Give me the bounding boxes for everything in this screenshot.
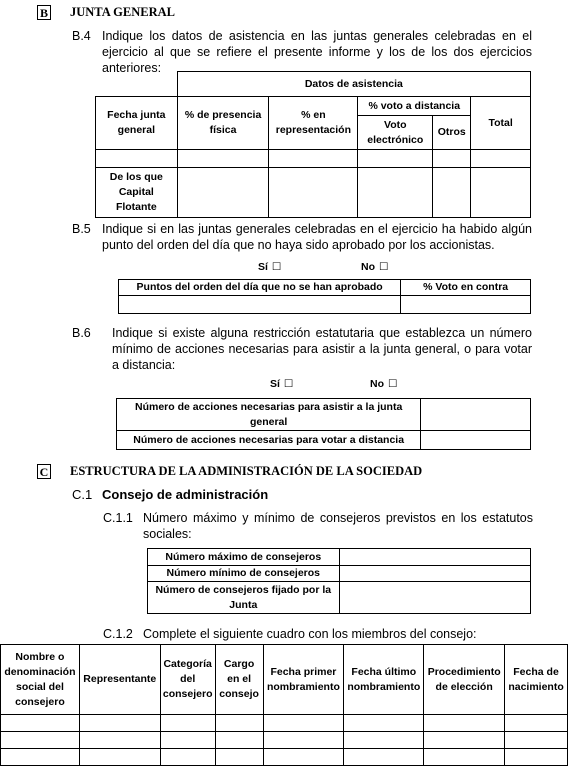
col-presencia-fisica: % de presencia física [177, 97, 269, 150]
section-b-letter: B [37, 5, 51, 20]
col-voto-electronico: Voto electrónico [358, 116, 433, 150]
row-acciones-votar: Número de acciones necesarias para votar a distancia [117, 431, 421, 450]
b6-paragraph [72, 325, 532, 375]
col-voto-en-contra: % Voto en contra [401, 280, 531, 296]
col-voto-distancia: % voto a distancia [358, 97, 471, 116]
table-cell[interactable] [358, 168, 433, 218]
table-row [1, 732, 568, 749]
c11-text: Número máximo y mínimo de consejeros previstos en los estatutos sociales: [143, 511, 533, 541]
table-cell[interactable] [160, 715, 215, 732]
section-c-letter: C [37, 464, 51, 479]
b5-si-label: Sí [258, 261, 268, 273]
table-cell[interactable] [1, 715, 80, 732]
table-cell[interactable] [505, 732, 568, 749]
table-cell[interactable] [269, 150, 358, 168]
b5-paragraph [72, 221, 532, 255]
table-cell[interactable] [1, 749, 80, 766]
value-cell[interactable] [339, 566, 530, 582]
col-total: Total [471, 97, 531, 150]
checkbox-icon[interactable]: ☐ [271, 261, 282, 273]
table-cell[interactable] [505, 715, 568, 732]
c12-paragraph [103, 626, 533, 643]
c1-heading [72, 487, 372, 504]
table-row [1, 749, 568, 766]
table-row [119, 296, 531, 314]
b6-no-label: No [370, 378, 384, 390]
c11-number: C.1.1 [103, 511, 133, 525]
col-puntos-no-aprobados: Puntos del orden del día que no se han aprobado [119, 280, 401, 296]
table-row [1, 715, 568, 732]
c12-number: C.1.2 [103, 627, 133, 641]
min-shares-table [116, 398, 531, 450]
b4-text: Indique los datos de asistencia en las juntas generales celebradas en el ejercicio al que se refiere el presente informe y los de los dos ejercicios anteriores: [102, 29, 532, 75]
table-cell[interactable] [358, 150, 433, 168]
table-cell[interactable] [344, 749, 424, 766]
checkbox-icon[interactable]: ☐ [283, 378, 294, 390]
table-cell[interactable] [79, 732, 160, 749]
col-fecha-nacimiento: Fecha de nacimiento [505, 645, 568, 715]
col-fecha-ultimo: Fecha último nombramiento [344, 645, 424, 715]
row-min-consejeros: Número mínimo de consejeros [148, 566, 340, 582]
table-cell[interactable] [177, 150, 269, 168]
table-cell[interactable] [424, 715, 505, 732]
row-consejeros-fijado: Número de consejeros fijado por la Junta [148, 582, 340, 614]
table-cell[interactable] [433, 150, 471, 168]
b6-si-label: Sí [270, 378, 280, 390]
row-capital-flotante: De los que Capital Flotante [96, 168, 178, 218]
row-max-consejeros: Número máximo de consejeros [148, 549, 340, 566]
value-cell[interactable] [339, 549, 530, 566]
col-representacion: % en representación [269, 97, 358, 150]
board-size-table [147, 548, 531, 614]
col-procedimiento: Procedimiento de elección [424, 645, 505, 715]
col-fecha-primer: Fecha primer nombramiento [263, 645, 344, 715]
c1-title: Consejo de administración [102, 487, 269, 502]
table-cell[interactable] [160, 749, 215, 766]
section-c-title: ESTRUCTURA DE LA ADMINISTRACIÓN DE LA SOCIEDAD [70, 464, 423, 478]
table-cell[interactable] [215, 732, 263, 749]
table-cell[interactable] [79, 715, 160, 732]
row-acciones-asistir: Número de acciones necesarias para asistir a la junta general [117, 399, 421, 431]
table-cell[interactable] [471, 150, 531, 168]
table-cell[interactable] [215, 749, 263, 766]
value-cell[interactable] [339, 582, 530, 614]
blank-corner [96, 72, 178, 97]
table-row [96, 168, 531, 218]
col-categoria: Categoría del consejero [160, 645, 215, 715]
table-cell[interactable] [177, 168, 269, 218]
b4-number: B.4 [72, 29, 91, 43]
table-cell[interactable] [263, 715, 344, 732]
table-row [96, 150, 531, 168]
col-fecha-junta: Fecha junta general [96, 97, 178, 150]
table-cell[interactable] [263, 732, 344, 749]
table-cell[interactable] [424, 732, 505, 749]
table-cell[interactable] [160, 732, 215, 749]
table-cell[interactable] [505, 749, 568, 766]
table-cell[interactable] [344, 732, 424, 749]
b5-no-option[interactable] [361, 261, 388, 273]
checkbox-icon[interactable]: ☐ [388, 378, 398, 390]
table-cell[interactable] [96, 150, 178, 168]
b6-text: Indique si existe alguna restricción estatutaria que establezca un número mínimo de acciones necesarias para asistir a la junta general, o para votar a distancia: [112, 326, 532, 372]
table-cell[interactable] [263, 749, 344, 766]
col-nombre-consejero: Nombre o denominación social del consejero [1, 645, 80, 715]
table-cell[interactable] [433, 168, 471, 218]
value-cell[interactable] [421, 431, 531, 450]
col-cargo: Cargo en el consejo [215, 645, 263, 715]
c12-text: Complete el siguiente cuadro con los miembros del consejo: [143, 627, 477, 641]
not-approved-table [118, 279, 531, 314]
table-cell[interactable] [269, 168, 358, 218]
b6-number: B.6 [72, 326, 91, 340]
table-cell[interactable] [401, 296, 531, 314]
section-b-title: JUNTA GENERAL [70, 5, 175, 19]
table-cell[interactable] [79, 749, 160, 766]
board-members-table [0, 644, 568, 766]
b6-si-option[interactable] [270, 378, 293, 390]
b5-no-label: No [361, 261, 375, 273]
b5-si-option[interactable] [258, 261, 281, 273]
table-cell[interactable] [1, 732, 80, 749]
table-cell[interactable] [215, 715, 263, 732]
col-otros: Otros [433, 116, 471, 150]
col-representante: Representante [79, 645, 160, 715]
attendance-table [95, 71, 531, 218]
table-cell[interactable] [119, 296, 401, 314]
table-cell[interactable] [471, 168, 531, 218]
table-cell[interactable] [344, 715, 424, 732]
checkbox-icon[interactable]: ☐ [379, 261, 389, 273]
table-cell[interactable] [424, 749, 505, 766]
b6-no-option[interactable] [370, 378, 397, 390]
value-cell[interactable] [421, 399, 531, 431]
attendance-group-header: Datos de asistencia [177, 72, 530, 97]
b5-number: B.5 [72, 222, 91, 236]
c1-number: C.1 [72, 487, 93, 502]
c11-paragraph [103, 510, 533, 544]
b5-text: Indique si en las juntas generales celebradas en el ejercicio ha habido algún punto del orden del día que no haya sido aprobado por los accionistas. [102, 222, 532, 252]
